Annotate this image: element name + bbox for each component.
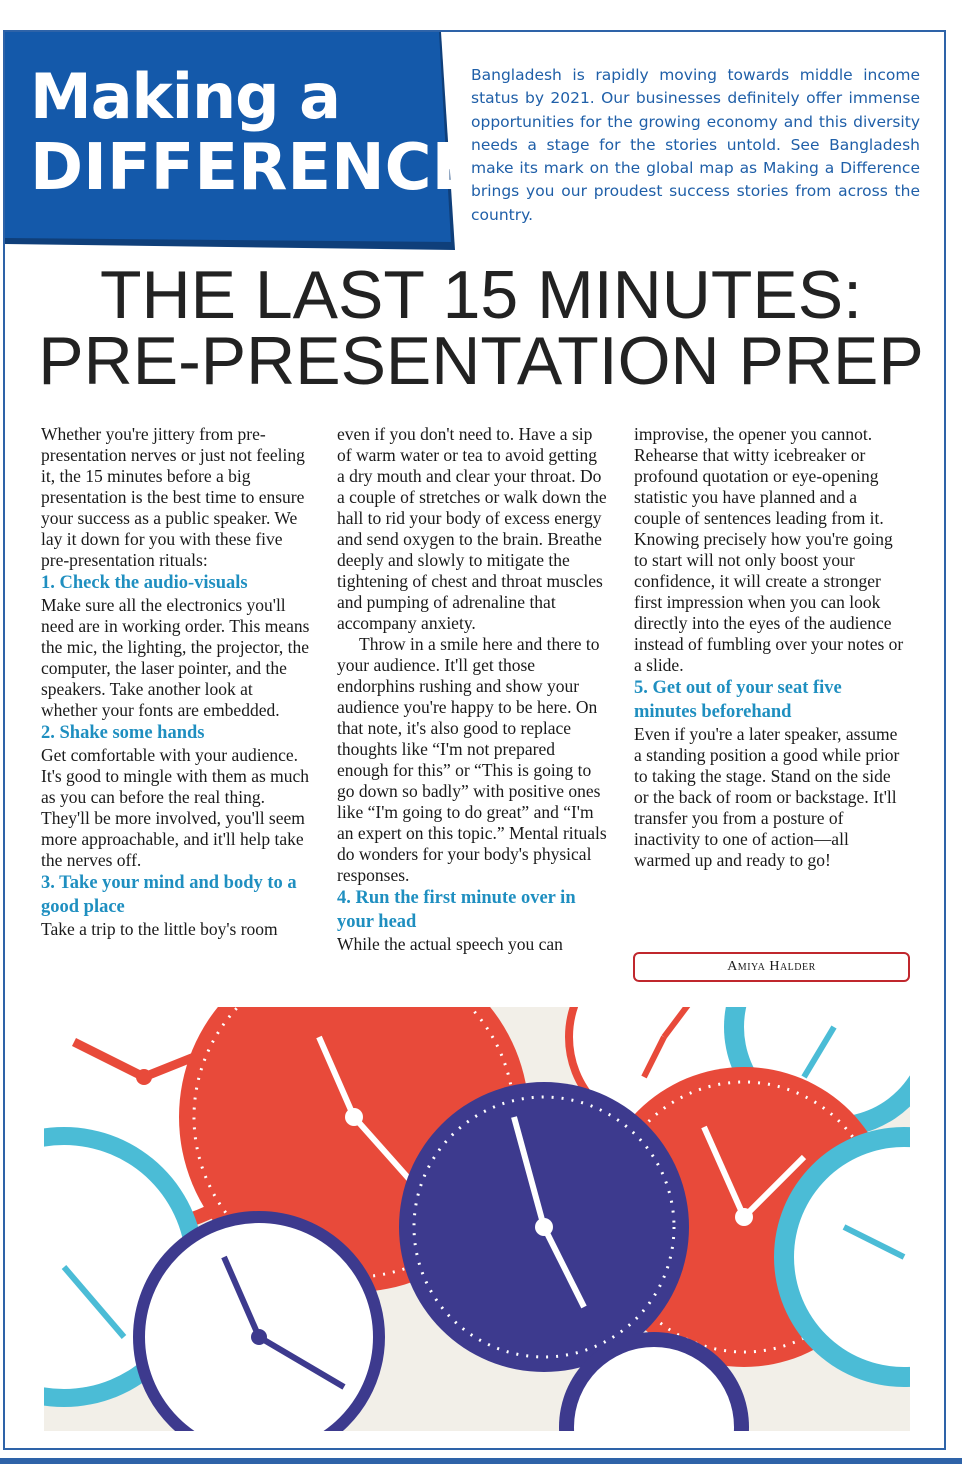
clock-face — [399, 1082, 689, 1372]
subhead-audio-visuals: 1. Check the audio-visuals — [41, 573, 248, 593]
paragraph: Take a trip to the little boy's room — [41, 919, 278, 939]
article-column-2 — [337, 424, 609, 955]
paragraph: Get comfortable with your audience. It's good to mingle with them as much as you can before the real thing. They'll be more involved, you'll seem more approachable, and it'll help take the nerves off. — [41, 745, 310, 870]
article-headline — [0, 257, 962, 399]
article-intro: Whether you're jittery from pre-presentation nerves or just not feeling it, the 15 minutes before a big presentation is the best time to ensure your success as a public speaker. We lay it down for you with these five pre-presentation rituals: — [41, 424, 305, 570]
paragraph: Even if you're a later speaker, assume a standing position a good while prior to taking the stage. Stand on the side or the back of room or backstage. It'll transfer you from a posture of inactivity to one of action—all warmed up and ready to go! — [634, 724, 900, 870]
section-title-line1: Making a — [30, 60, 340, 133]
subhead-mind-body: 3. Take your mind and body to a good place — [41, 873, 297, 917]
article-column-1 — [41, 424, 313, 940]
subhead-shake-hands: 2. Shake some hands — [41, 723, 205, 743]
section-title — [30, 62, 475, 204]
subhead-out-of-seat: 5. Get out of your seat five minutes beforehand — [634, 678, 842, 722]
subhead-first-minute: 4. Run the first minute over in your head — [337, 888, 576, 932]
section-title-line2: DIFFERENCE — [30, 131, 476, 205]
bottom-rule — [0, 1458, 962, 1464]
paragraph: even if you don't need to. Have a sip of warm water or tea to avoid getting a dry mouth and clear your throat. Do a couple of stretches or walk down the hall to rid your body of excess energy and send oxygen to the brain. Breathe deeply and slowly to mitigate the tightening of chest and throat muscles and pumping of adrenaline that accompany anxiety. — [337, 424, 607, 633]
author-name: Amiya Halder — [727, 959, 816, 974]
paragraph: Make sure all the electronics you'll need are in working order. This means the mic, the lighting, the projector, the computer, the laser pointer, and the speakers. Take another look at whether your fonts are embedded. — [41, 595, 310, 720]
paragraph: improvise, the opener you cannot. Rehearse that witty icebreaker or profound quotation or eye-opening statistic you have planned and a couple of sentences leading from it. Knowing precisely how you're going to start will not only boost your confidence, it will create a stronger first impression when you can look directly into the eyes of the audience instead of fumbling over your notes or a slide. — [634, 424, 904, 675]
headline-line1: THE LAST 15 MINUTES: — [99, 257, 863, 333]
clocks-illustration — [44, 1007, 910, 1431]
section-intro: Bangladesh is rapidly moving towards middle income status by 2021. Our businesses definitely offer immense opportunities for the growing economy and this diversity needs a stage for the stories untold. See Bangladesh make its mark on the global map as Making a Difference brings you our proudest success stories from across the country. — [471, 66, 920, 224]
byline — [633, 952, 910, 982]
clock-face — [139, 1217, 379, 1431]
paragraph: Throw in a smile here and there to your audience. It'll get those endorphins rushing and show your audience you're happy to be here. On that note, it's also good to replace thoughts like “I'm not prepared enough for this” or “This is going to go down so badly” with positive ones like “I'm going to do great” and “I'm an expert on this topic.” Mental rituals do wonders for your body's physical responses. — [337, 634, 607, 885]
paragraph: While the actual speech you can — [337, 934, 563, 954]
article-column-3 — [634, 424, 906, 871]
clocks-image — [44, 1007, 910, 1431]
headline-line2: PRE-PRESENTATION PREP — [38, 323, 924, 399]
